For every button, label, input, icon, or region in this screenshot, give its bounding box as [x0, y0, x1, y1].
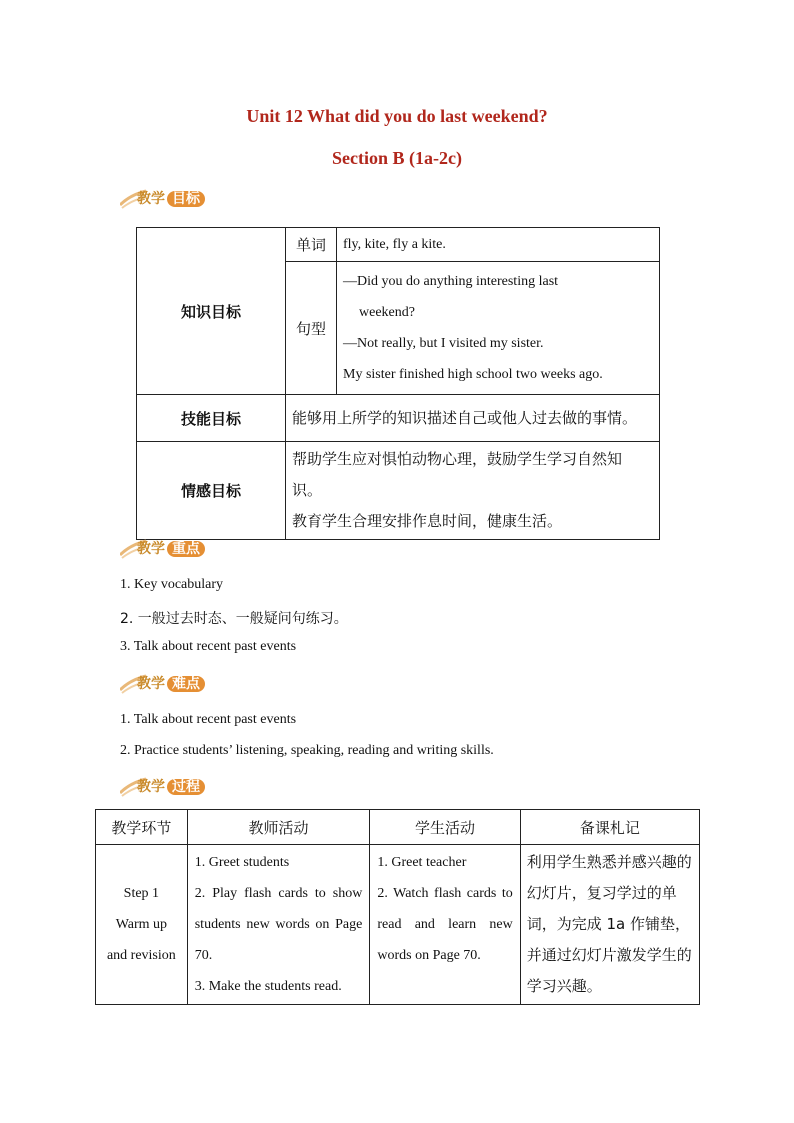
emotion-line: 识。 [292, 481, 323, 499]
section-heading-prefix: 教学 [137, 541, 165, 557]
student-activity-cell [370, 845, 520, 1005]
knowledge-label: 知识目标 [137, 228, 286, 395]
section-heading-key-points [120, 536, 230, 562]
emotion-cell [286, 442, 660, 540]
difficulty-item: 2. Practice students’ listening, speaking, reading and writing skills. [120, 743, 494, 758]
skills-text: 能够用上所学的知识描述自己或他人过去做的事情。 [286, 395, 660, 442]
activity-line: 2. Watch flash cards to read and learn new words on Page 70. [377, 886, 513, 963]
difficulty-item: 1. Talk about recent past events [120, 712, 297, 727]
section-heading-prefix: 教学 [137, 191, 165, 207]
key-point-text: 2. 一般过去时态、一般疑问句练习。 [120, 611, 348, 627]
emotion-line: 教育学生合理安排作息时间，健康生活。 [292, 512, 563, 530]
sentence-line: —Did you do anything interesting last [343, 274, 559, 289]
objectives-table [136, 227, 660, 540]
sentences-label: 句型 [286, 262, 337, 395]
section-heading-prefix: 教学 [137, 779, 165, 795]
emotion-line: 帮助学生应对惧怕动物心理，鼓励学生学习自然知 [292, 450, 623, 468]
step-line: Step 1 [123, 886, 160, 901]
column-header: 教师活动 [187, 810, 370, 845]
table-row [137, 442, 660, 540]
step-line: Warm up [115, 917, 168, 932]
section-heading-badge: 过程 [167, 779, 205, 795]
teacher-activity-cell [187, 845, 370, 1005]
activity-line: 2. Play flash cards to show students new words on Page 70. [194, 886, 363, 963]
table-row [137, 228, 660, 262]
page-subtitle: Section B (1a-2c) [332, 148, 462, 168]
sentences-cell [337, 262, 660, 395]
column-header: 备课札记 [520, 810, 699, 845]
key-point-item [120, 608, 348, 628]
section-heading-difficulties [120, 671, 230, 697]
section-heading-process [120, 774, 230, 800]
sentence-line: My sister finished high school two weeks ago. [343, 367, 603, 382]
sentence-line: weekend? [359, 305, 415, 320]
key-point-item: 3. Talk about recent past events [120, 639, 297, 654]
section-heading-badge: 难点 [167, 676, 205, 692]
skills-label: 技能目标 [137, 395, 286, 442]
section-heading-badge: 目标 [167, 191, 205, 207]
activity-line: 3. Make the students read. [194, 979, 342, 994]
step-line: and revision [106, 948, 176, 963]
table-row [96, 845, 700, 1005]
words-label: 单词 [286, 228, 337, 262]
table-header-row [96, 810, 700, 845]
process-table [95, 809, 700, 1005]
words-text: fly, kite, fly a kite. [337, 228, 660, 262]
section-heading-prefix: 教学 [137, 676, 165, 692]
section-heading-badge: 重点 [167, 541, 205, 557]
sentence-line: —Not really, but I visited my sister. [343, 336, 544, 351]
section-heading-objectives [120, 186, 230, 212]
column-header: 教学环节 [96, 810, 188, 845]
emotion-label: 情感目标 [137, 442, 286, 540]
activity-line: 1. Greet teacher [377, 855, 467, 870]
page-title: Unit 12 What did you do last weekend? [246, 106, 548, 126]
step-cell [96, 845, 188, 1005]
activity-line: 1. Greet students [194, 855, 290, 870]
column-header: 学生活动 [370, 810, 520, 845]
key-point-item: 1. Key vocabulary [120, 577, 224, 592]
notes-cell: 利用学生熟悉并感兴趣的幻灯片，复习学过的单词，为完成 1a 作铺垫，并通过幻灯片激发学生的学习兴趣。 [520, 845, 699, 1005]
table-row [137, 395, 660, 442]
